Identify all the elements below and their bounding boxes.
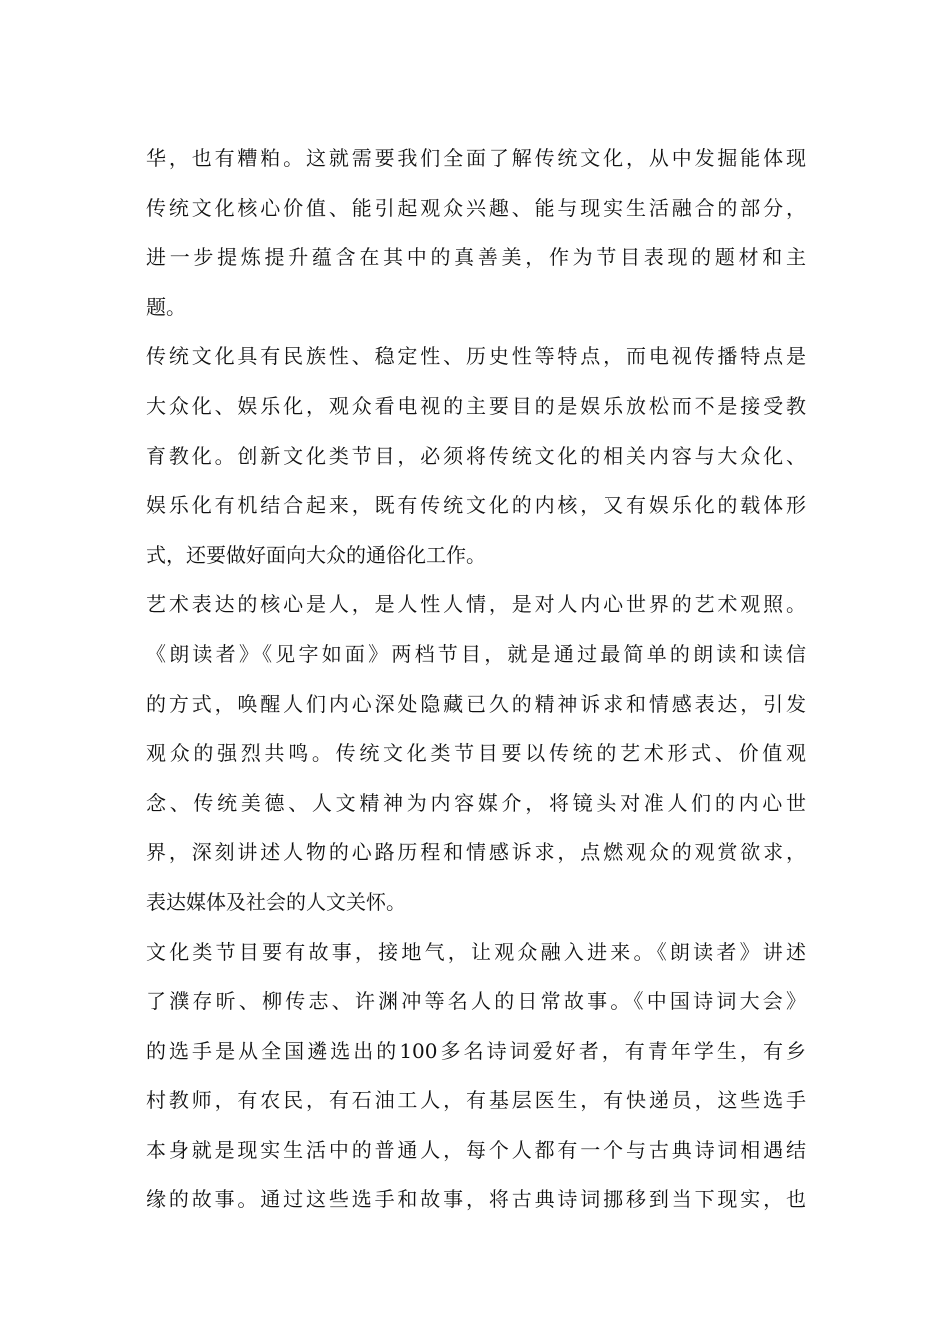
text-line: 村教师，有农民，有石油工人，有基层医生，有快递员，这些选手 bbox=[146, 1088, 806, 1113]
text-line: 了濮存昕、柳传志、许渊冲等名人的日常故事。《中国诗词大会》 bbox=[146, 989, 806, 1014]
text-line: 缘的故事。通过这些选手和故事，将古典诗词挪移到当下现实，也 bbox=[146, 1187, 806, 1212]
text-line: 的方式，唤醒人们内心深处隐藏已久的精神诉求和情感表达，引发 bbox=[146, 691, 806, 716]
text-line: 传统文化核心价值、能引起观众兴趣、能与现实生活融合的部分， bbox=[146, 195, 806, 220]
text-line: 念、传统美德、人文精神为内容媒介，将镜头对准人们的内心世 bbox=[146, 790, 806, 815]
text-line: 题。 bbox=[146, 294, 186, 319]
text-line: 传统文化具有民族性、稳定性、历史性等特点，而电视传播特点是 bbox=[146, 344, 806, 369]
text-line: 本身就是现实生活中的普通人，每个人都有一个与古典诗词相遇结 bbox=[146, 1137, 806, 1162]
text-line: 的选手是从全国遴选出的100多名诗词爱好者，有青年学生，有乡 bbox=[146, 1038, 806, 1063]
text-line: 表达媒体及社会的人文关怀。 bbox=[146, 889, 406, 914]
text-line: 大众化、娱乐化，观众看电视的主要目的是娱乐放松而不是接受教 bbox=[146, 393, 806, 418]
text-line: 《朗读者》《见字如面》两档节目，就是通过最简单的朗读和读信 bbox=[146, 641, 806, 666]
text-line: 进一步提炼提升蕴含在其中的真善美，作为节目表现的题材和主 bbox=[146, 245, 806, 270]
text-line: 娱乐化有机结合起来，既有传统文化的内核，又有娱乐化的载体形 bbox=[146, 493, 806, 518]
text-line: 观众的强烈共鸣。传统文化类节目要以传统的艺术形式、价值观 bbox=[146, 741, 806, 766]
text-line: 文化类节目要有故事，接地气，让观众融入进来。《朗读者》讲述 bbox=[146, 939, 806, 964]
text-line: 艺术表达的核心是人，是人性人情，是对人内心世界的艺术观照。 bbox=[146, 592, 806, 617]
text-line: 华，也有糟粕。这就需要我们全面了解传统文化，从中发掘能体现 bbox=[146, 146, 806, 170]
document-body bbox=[146, 134, 806, 1225]
text-line: 界，深刻讲述人物的心路历程和情感诉求，点燃观众的观赏欲求， bbox=[146, 840, 806, 865]
text-line: 育教化。创新文化类节目，必须将传统文化的相关内容与大众化、 bbox=[146, 443, 806, 468]
text-line: 式，还要做好面向大众的通俗化工作。 bbox=[146, 542, 486, 567]
